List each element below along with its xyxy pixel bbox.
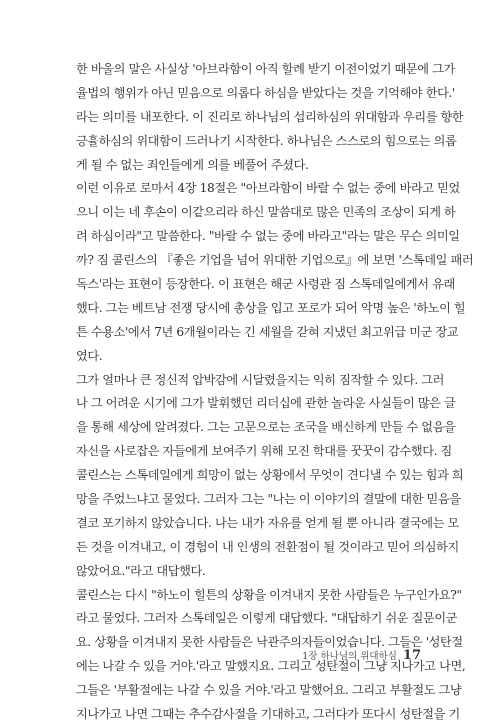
text-line: 라는 의미를 내포한다. 이 진리로 하나님의 섭리하심의 위대함과 우리를 향한: [76, 109, 464, 124]
text-line: 한 바울의 말은 사실상 '아브라함이 아직 할례 받기 이전이었기 때문에 그가: [76, 62, 455, 76]
text-line: 게 될 수 없는 죄인들에게 의를 베풀어 주셨다.: [76, 157, 309, 172]
text-line: 을 통해 세상에 알려졌다. 그는 고문으로는 조국을 배신하게 만들 수 없음을: [76, 420, 456, 435]
chapter-title: 1장 하나님의 위대하심: [302, 651, 397, 662]
text-line: 결코 포기하지 않았습니다. 나는 내가 자유를 얻게 될 뿐 아니라 결국에는 모: [76, 515, 459, 530]
text-line: 든 것을 이겨내고, 이 경험이 내 인생의 전환점이 될 것이라고 믿어 의심하지: [76, 539, 459, 554]
text-line: 라고 물었다. 그러자 스톡데일은 이렇게 대답했다. "대답하기 쉬운 질문이군: [76, 611, 458, 626]
text-line: 이런 이유로 로마서 4장 18절은 "아브라함이 바랄 수 없는 중에 바라고 믿었: [76, 181, 460, 196]
text-line: 으니 이는 네 후손이 이같으리라 하신 말씀대로 많은 민족의 조상이 되게 하: [76, 205, 456, 220]
text-line: 에는 나갈 수 있을 거야.'라고 말했지요. 그리고 성탄절이 그냥 지나가고 나면,: [76, 659, 466, 674]
text-line: 긍휼하심의 위대함이 드러나기 시작한다. 하나님은 스스로의 힘으로는 의롭: [76, 133, 457, 148]
text-line: 콜린스는 스톡데일에게 희망이 없는 상황에서 무엇이 견디낼 수 있는 힘과 희: [76, 468, 464, 483]
text-line: 나 그 어려운 시기에 그가 발휘했던 리더십에 관한 놀라운 사실들이 많은 글: [76, 396, 456, 411]
text-line: 독스'라는 표현이 등장한다. 이 표현은 해군 사령관 짐 스톡데일에게서 유래: [76, 277, 455, 292]
page-footer: [302, 648, 421, 663]
text-line: 였다.: [76, 348, 103, 363]
text-line: 않았어요."라고 대답했다.: [76, 563, 206, 578]
text-line: 려 하심이라"고 말씀한다. "바랄 수 없는 중에 바라고"라는 말은 무슨 의미일: [76, 229, 460, 244]
text-line: 튼 수용소'에서 7년 6개월이라는 긴 세월을 갇혀 지냈던 최고위급 미군 장교: [76, 324, 459, 339]
text-line: 자신을 사로잡은 자들에게 보여주기 위해 모진 학대를 꿋꿋이 감수했다. 짐: [76, 444, 452, 459]
text-line: 그가 얼마나 큰 정신적 압박감에 시달렸을지는 익히 짐작할 수 있다. 그러: [76, 372, 445, 387]
text-line: 했다. 그는 베트남 전쟁 당시에 총상을 입고 포로가 되어 악명 높은 '하노이 힐: [76, 300, 466, 315]
text-line: 그들은 '부활절에는 나갈 수 있을 거야.'라고 말했어요. 그리고 부활절도 그냥: [76, 683, 462, 698]
body-text: [76, 58, 474, 727]
text-line: 까? 짐 콜린스의 『좋은 기업을 넘어 위대한 기업으로』에 보면 '스톡데일 패러: [76, 253, 474, 268]
page-number: 17: [402, 648, 421, 663]
text-line: 지나가고 나면 그때는 추수감사절을 기대하고, 그러다가 또다시 성탄절을 기: [76, 707, 460, 722]
text-line: 콜린스는 다시 "하노이 힐튼의 상황을 이겨내지 못한 사람들은 누구인가요?": [76, 587, 462, 602]
text-line: 요. 상황을 이겨내지 못한 사람들은 낙관주의자들이었습니다. 그들은 '성탄절: [76, 635, 463, 650]
text-line: 율법의 행위가 아닌 믿음으로 의롭다 하심을 받았다는 것을 기억해야 한다.': [76, 85, 455, 100]
text-line: 망을 주었느냐고 물었다. 그러자 그는 "나는 이 이야기의 결말에 대한 믿음을: [76, 492, 461, 507]
